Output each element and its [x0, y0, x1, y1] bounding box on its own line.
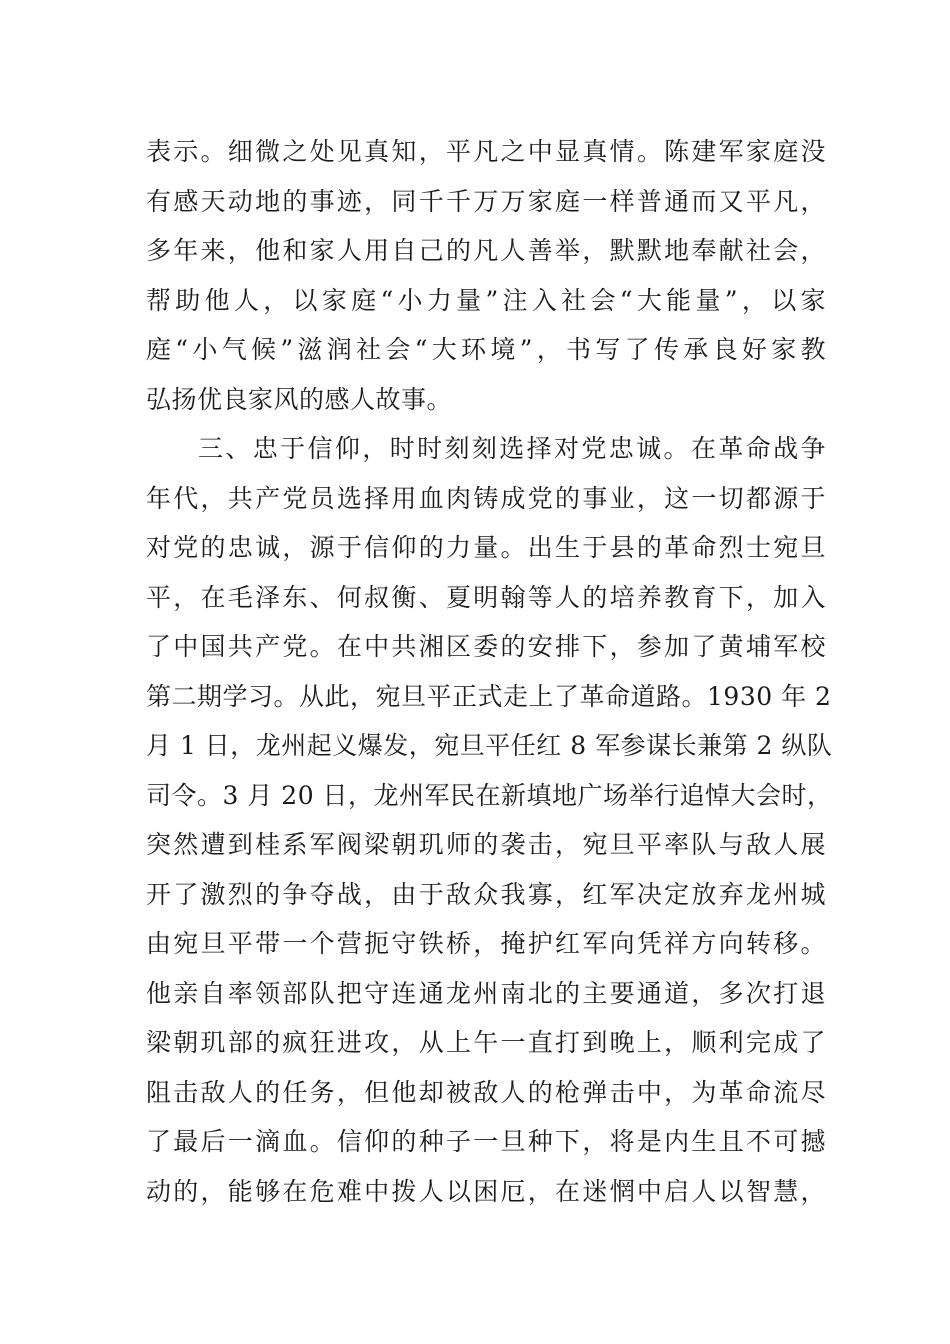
text-line: 对党的忠诚，源于信仰的力量。出生于县的革命烈士宛旦	[146, 533, 826, 562]
text-line: 梁朝玑部的疯狂进攻，从上午一直打到晚上，顺利完成了	[146, 1028, 826, 1057]
text-line: 表示。细微之处见真知，平凡之中显真情。陈建军家庭没	[146, 137, 826, 166]
text-line: 月 1 日，龙州起义爆发，宛旦平任红 8 军参谋长兼第 2 纵队	[146, 731, 833, 760]
text-line: 阻击敌人的任务，但他却被敌人的枪弹击中，为革命流尽	[146, 1078, 826, 1107]
text-line: 由宛旦平带一个营扼守铁桥，掩护红军向凭祥方向转移。	[146, 929, 826, 958]
text-line: 有感天动地的事迹，同千千万万家庭一样普通而又平凡，	[146, 187, 826, 216]
text-line: 他亲自率领部队把守连通龙州南北的主要通道，多次打退	[146, 979, 826, 1008]
text-line: 开了激烈的争夺战，由于敌众我寡，红军决定放弃龙州城	[146, 880, 826, 909]
paragraph-first-line: 三、忠于信仰，时时刻刻选择对党忠诚。在革命战争	[198, 434, 826, 463]
text-line: 司令。3 月 20 日，龙州军民在新填地广场举行追悼大会时，	[146, 781, 833, 810]
text-line: 多年来，他和家人用自己的凡人善举，默默地奉献社会，	[146, 236, 826, 265]
text-line: 庭“小气候”滋润社会“大环境”，书写了传承良好家教	[146, 335, 826, 364]
text-line: 动的，能够在危难中拨人以困厄，在迷惘中启人以智慧，	[146, 1177, 826, 1206]
text-line: 突然遭到桂系军阀梁朝玑师的袭击，宛旦平率队与敌人展	[146, 830, 826, 859]
text-line: 第二期学习。从此，宛旦平正式走上了革命道路。1930 年 2	[146, 682, 832, 711]
text-line: 了最后一滴血。信仰的种子一旦种下，将是内生且不可撼	[146, 1127, 826, 1156]
text-line: 弘扬优良家风的感人故事。	[146, 385, 453, 414]
text-line: 年代，共产党员选择用血肉铸成党的事业，这一切都源于	[146, 484, 826, 513]
text-line: 了中国共产党。在中共湘区委的安排下，参加了黄埔军校	[146, 632, 826, 661]
text-line: 平，在毛泽东、何叔衡、夏明翰等人的培养教育下，加入	[146, 583, 826, 612]
text-line: 帮助他人，以家庭“小力量”注入社会“大能量”，以家	[146, 286, 826, 315]
